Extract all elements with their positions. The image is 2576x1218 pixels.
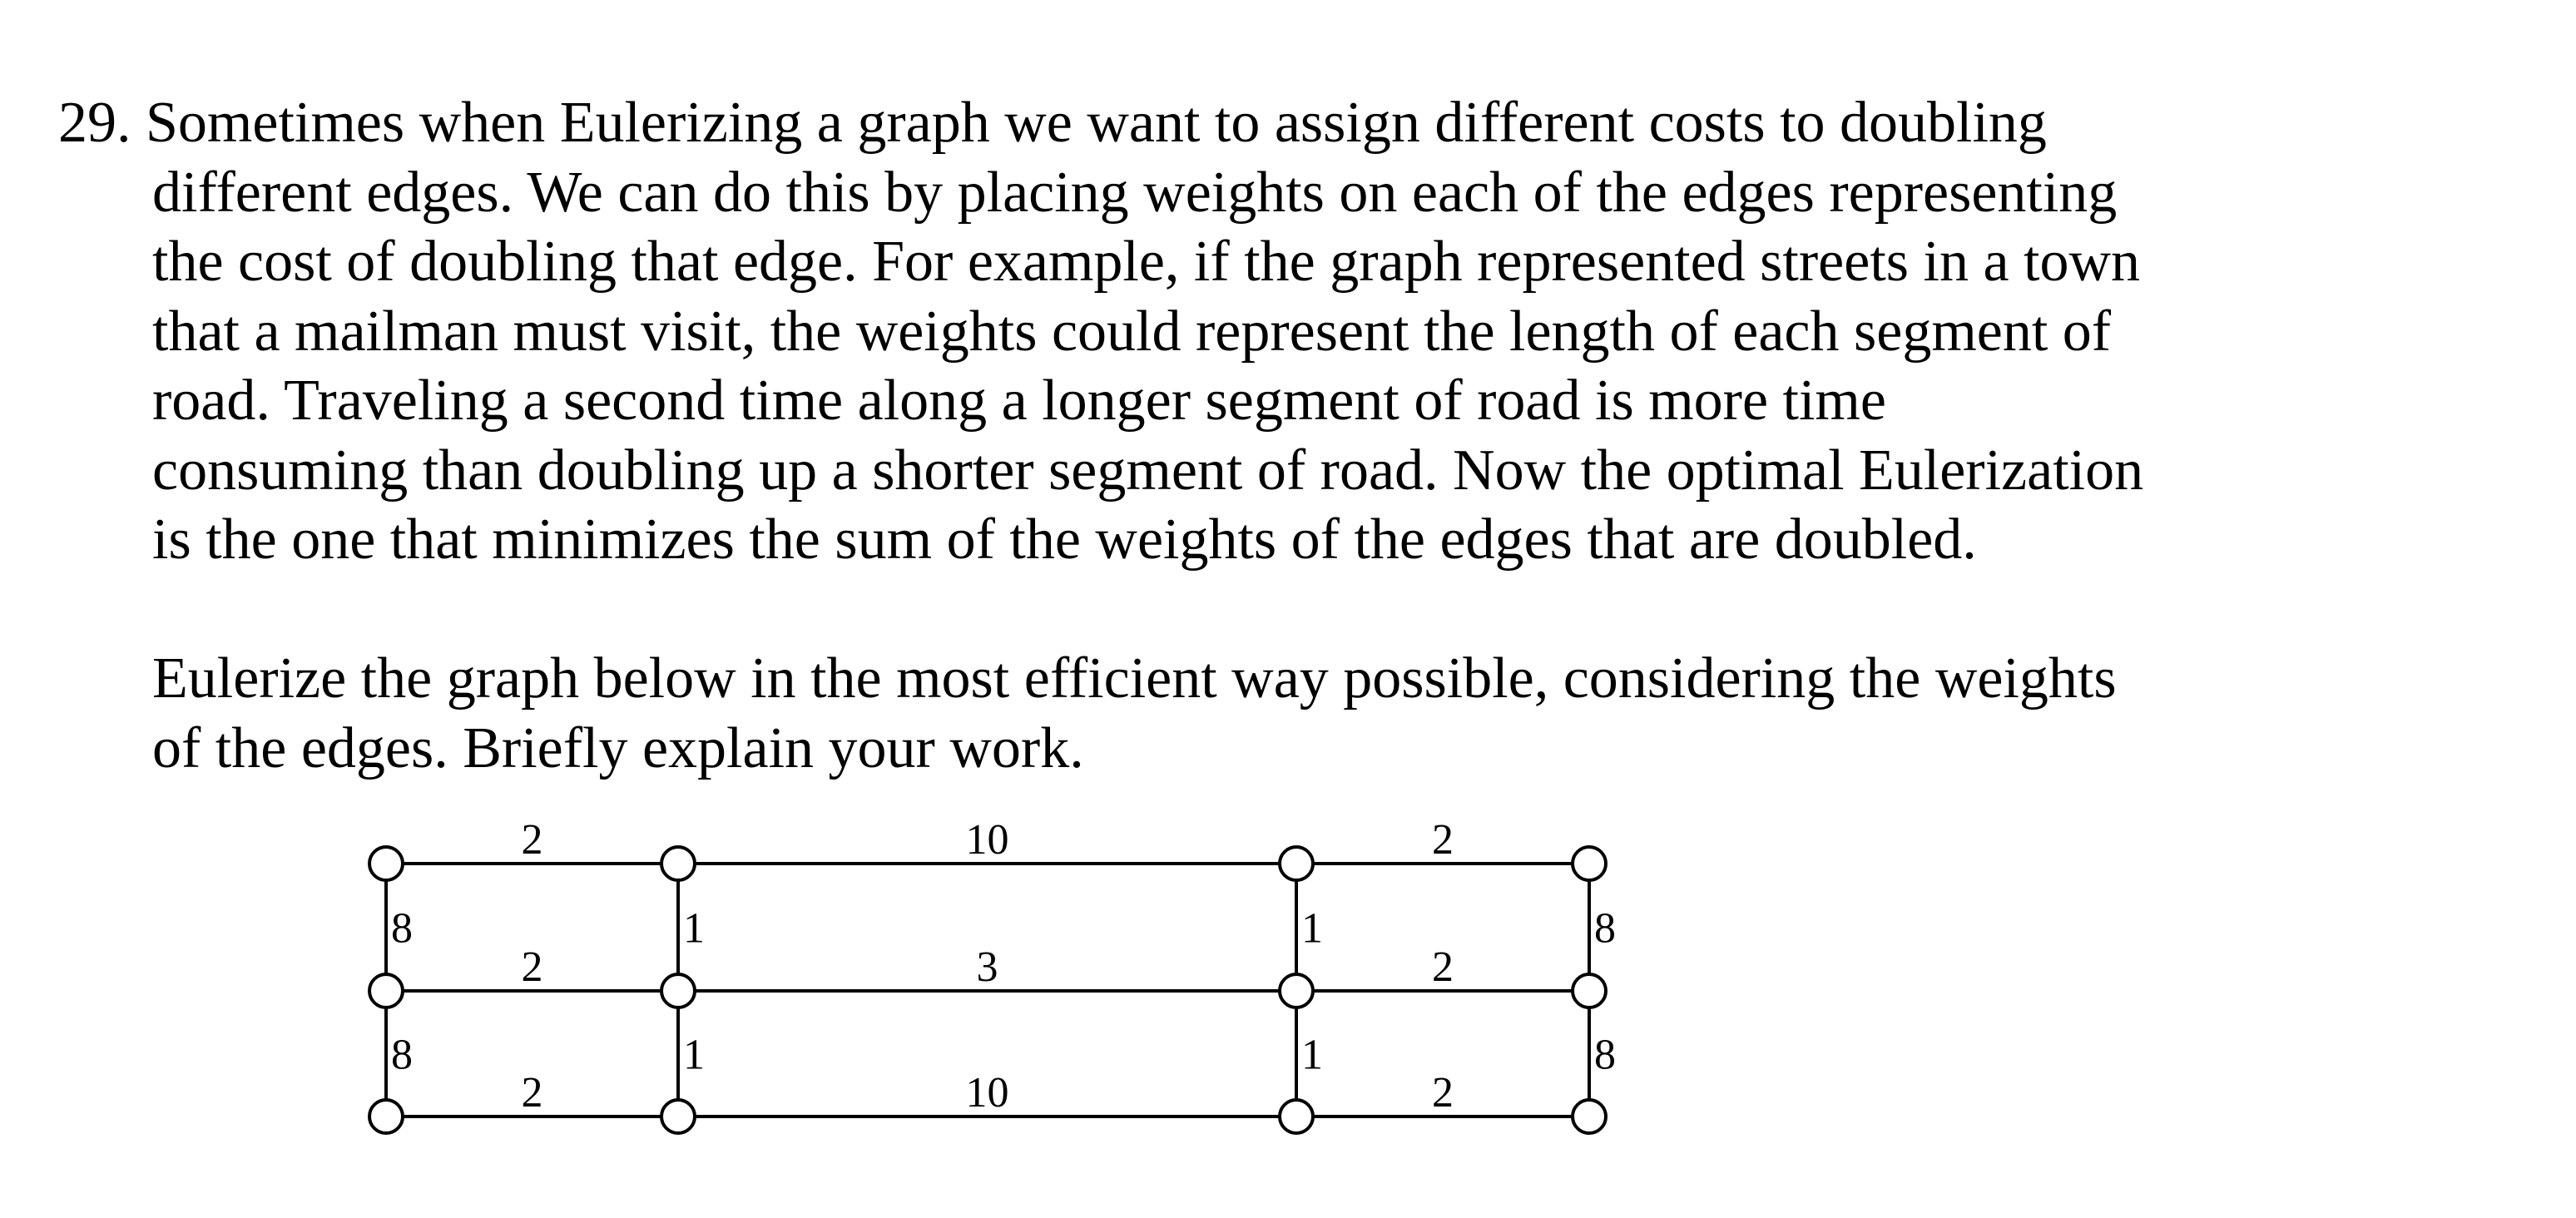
vertex-r1-c2 xyxy=(1280,974,1313,1008)
question-line-5: road. Traveling a second time along a longer segment of road is more time xyxy=(152,369,1886,433)
vertex-r0-c2 xyxy=(1280,847,1313,880)
vertex-r0-c0 xyxy=(369,847,403,880)
vertex-r1-c1 xyxy=(661,974,695,1008)
edge-weight-v-r1-c3: 8 xyxy=(1594,1031,1616,1079)
vertex-r1-c3 xyxy=(1573,974,1606,1008)
vertex-r2-c3 xyxy=(1573,1100,1606,1133)
vertex-r2-c1 xyxy=(661,1100,695,1133)
question-line-1: 29. Sometimes when Eulerizing a graph we want to assign different costs to doubling xyxy=(58,91,2047,155)
question-line-7: is the one that minimizes the sum of the weights of the edges that are doubled. xyxy=(152,508,1977,572)
edge-weight-h-r1-c2: 2 xyxy=(1432,943,1454,991)
edge-weight-v-r0-c3: 8 xyxy=(1594,904,1616,953)
edge-weight-v-r0-c1: 1 xyxy=(683,904,705,953)
question-number: 29. xyxy=(58,91,131,155)
vertex-r1-c0 xyxy=(369,974,403,1008)
vertex-r0-c3 xyxy=(1573,847,1606,880)
question-line-4: that a mailman must visit, the weights could represent the length of each segment of xyxy=(152,299,2112,364)
vertex-r2-c2 xyxy=(1280,1100,1313,1133)
question-line-6: consuming than doubling up a shorter segment of road. Now the optimal Eulerization xyxy=(152,438,2144,503)
edge-weight-v-r0-c2: 1 xyxy=(1301,904,1323,953)
instructions-line-2: of the edges. Briefly explain your work. xyxy=(152,715,1084,780)
edge-weight-h-r2-c0: 2 xyxy=(521,1069,543,1116)
question-line-2: different edges. We can do this by placing weights on each of the edges representing xyxy=(152,160,2118,225)
edge-weight-h-r1-c0: 2 xyxy=(521,943,543,991)
edge-weight-h-r1-c1: 3 xyxy=(976,943,998,991)
question-line-3: the cost of doubling that edge. For example, if the graph represented streets in a town xyxy=(152,230,2141,294)
edge-weight-v-r1-c0: 8 xyxy=(391,1031,413,1079)
edge-weight-h-r0-c2: 2 xyxy=(1432,816,1454,864)
edge-weight-h-r2-c2: 2 xyxy=(1432,1069,1454,1116)
edge-weight-v-r1-c1: 1 xyxy=(683,1031,705,1079)
vertex-r0-c1 xyxy=(661,847,695,880)
edge-weight-v-r0-c0: 8 xyxy=(391,904,413,953)
edge-weight-h-r2-c1: 10 xyxy=(965,1069,1009,1116)
edge-weight-h-r0-c1: 10 xyxy=(965,816,1009,864)
edge-weight-h-r0-c0: 2 xyxy=(521,816,543,864)
vertex-r2-c0 xyxy=(369,1100,403,1133)
edge-weight-v-r1-c2: 1 xyxy=(1301,1031,1323,1079)
instructions-line-1: Eulerize the graph below in the most efficient way possible, considering the weights xyxy=(152,646,2117,710)
